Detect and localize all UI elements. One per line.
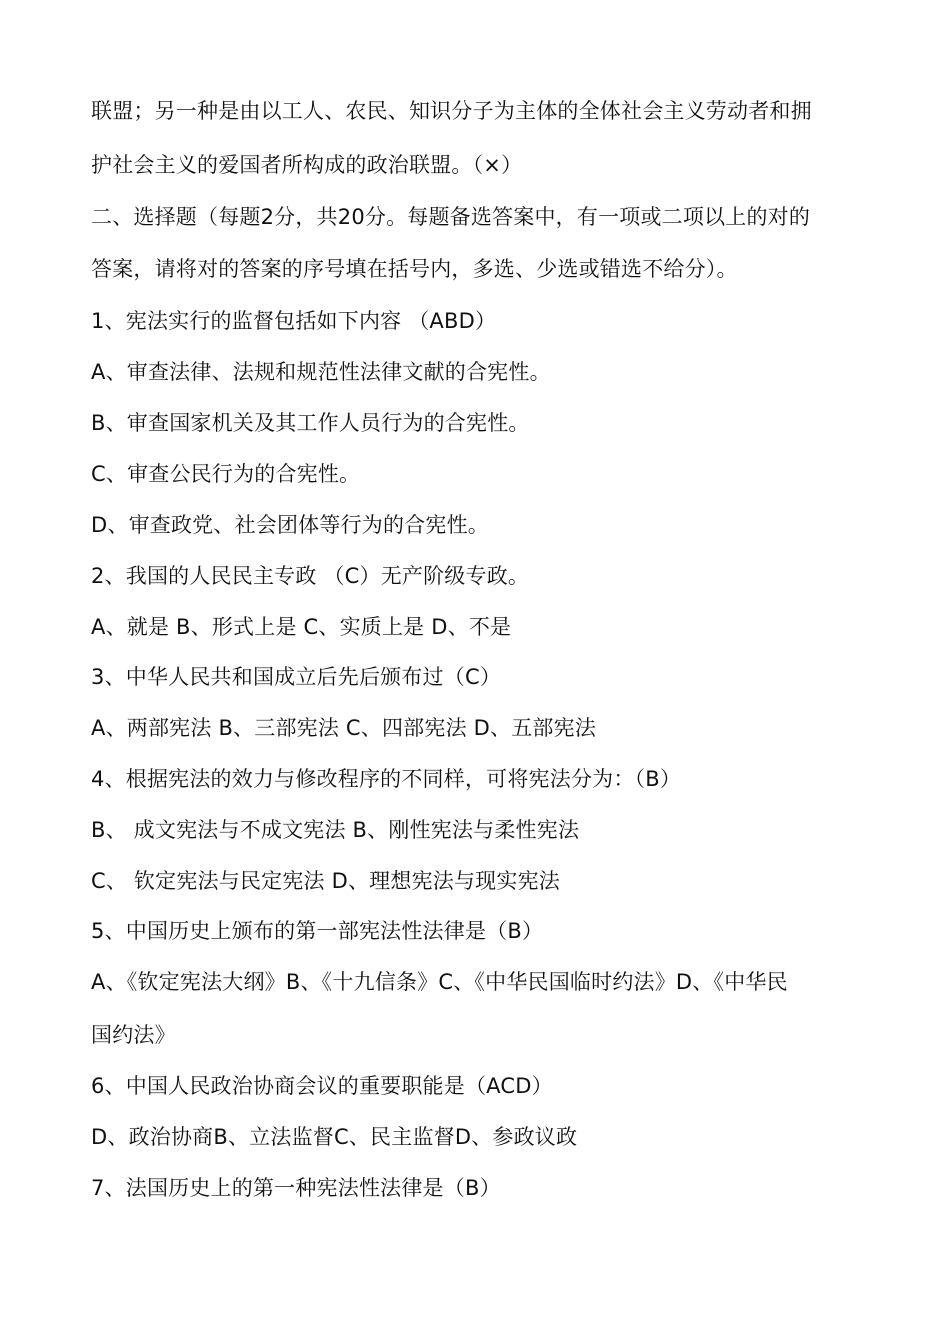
question-5-options: A、《钦定宪法大纲》B、《十九信条》C、《中华民国临时约法》D、《中华民 [91, 970, 788, 994]
text-line-2: 护社会主义的爱国者所构成的政治联盟。（×） [91, 153, 523, 177]
question-5-options-cont: 国约法》 [91, 1023, 176, 1047]
question-5: 5、中国历史上颁布的第一部宪法性法律是（B） [91, 919, 544, 943]
question-1-option-b: B、审查国家机关及其工作人员行为的合宪性。 [91, 411, 530, 435]
question-1-option-c: C、审查公民行为的合宪性。 [91, 462, 361, 486]
question-1-option-d: D、审查政党、社会团体等行为的合宪性。 [91, 513, 489, 537]
section-heading-choice: 二、选择题（每题2分，共20分。每题备选答案中，有一项或二项以上的对的 [91, 205, 811, 229]
question-2-options: A、就是 B、形式上是 C、实质上是 D、不是 [91, 615, 512, 639]
question-3-options: A、两部宪法 B、三部宪法 C、四部宪法 D、五部宪法 [91, 716, 597, 740]
question-2: 2、我国的人民民主专政 （C）无产阶级专政。 [91, 564, 530, 588]
question-6-options: D、政治协商B、立法监督C、民主监督D、参政议政 [91, 1125, 578, 1149]
question-4: 4、根据宪法的效力与修改程序的不同样，可将宪法分为：（B） [91, 767, 682, 791]
question-6: 6、中国人民政治协商会议的重要职能是（ACD） [91, 1074, 553, 1098]
question-7: 7、法国历史上的第一种宪法性法律是（B） [91, 1176, 501, 1200]
question-1: 1、宪法实行的监督包括如下内容 （ABD） [91, 309, 497, 333]
text-line-1: 联盟；另一种是由以工人、农民、知识分子为主体的全体社会主义劳动者和拥 [91, 99, 812, 123]
question-3: 3、中华人民共和国成立后先后颁布过（C） [91, 665, 502, 689]
question-4-options-ab: B、 成文宪法与不成文宪法 B、刚性宪法与柔性宪法 [91, 818, 580, 842]
text-line-4: 答案，请将对的答案的序号填在括号内，多选、少选或错选不给分）。 [91, 257, 738, 281]
question-1-option-a: A、审查法律、法规和规范性法律文献的合宪性。 [91, 360, 551, 384]
question-4-options-cd: C、 钦定宪法与民定宪法 D、理想宪法与现实宪法 [91, 869, 560, 893]
